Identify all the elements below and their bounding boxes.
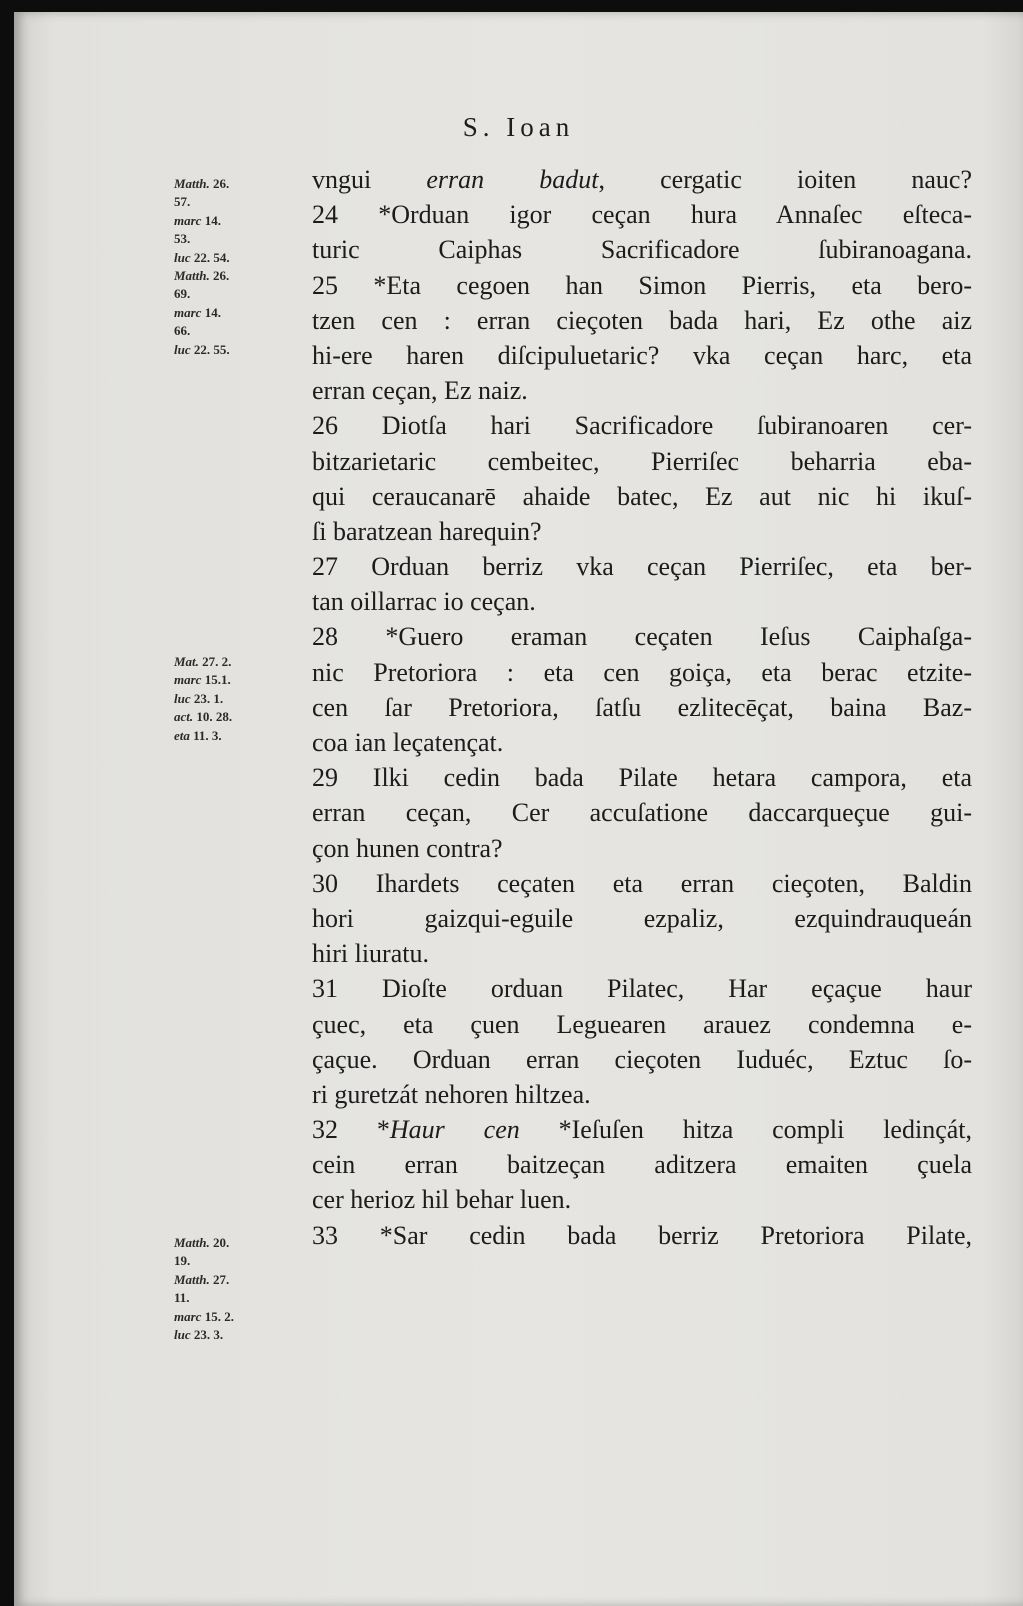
margin-reference: Matth. 26.: [174, 176, 230, 191]
text-line: çon hunen contra?: [312, 833, 503, 863]
text-line: ſi baratzean harequin?: [312, 516, 542, 546]
text-line: qui ceraucanarē ahaide batec, Ez aut nic hi ikuſ-: [312, 481, 972, 511]
margin-reference: marc 15. 2.: [174, 1308, 234, 1324]
text-line: hori gaizqui-eguile ezpaliz, ezquindrauqueán: [312, 903, 972, 933]
margin-reference: 11.: [174, 1290, 190, 1306]
margin-reference: 53.: [174, 231, 191, 247]
margin-reference: 57.: [174, 194, 191, 210]
margin-reference: marc 14.: [174, 212, 221, 228]
margin-reference: act. 10. 28.: [174, 709, 233, 725]
margin-reference: eta 11. 3.: [174, 727, 222, 743]
margin-reference: luc 22. 54.: [174, 249, 230, 265]
text-line: tan oillarrac io ceçan.: [312, 587, 536, 617]
text-line: bitzarietaric cembeitec, Pierriſec beharria eba-: [312, 446, 972, 476]
text-line: erran ceçan, Cer accuſatione daccarqueçue gui-: [312, 798, 972, 828]
margin-references-block-3: [174, 1234, 314, 1344]
margin-references-block-1: [174, 175, 314, 359]
margin-reference: Matth. 20.: [174, 1235, 230, 1250]
text-line: nic Pretoriora : eta cen goiça, eta berac etzite-: [312, 657, 972, 687]
margin-reference: marc 14.: [174, 304, 221, 320]
text-line: hi-ere haren diſcipuluetaric? vka ceçan harc, eta: [312, 340, 972, 370]
margin-reference: luc 23. 3.: [174, 1326, 224, 1342]
margin-reference: marc 15.1.: [174, 672, 231, 688]
margin-reference: 69.: [174, 286, 191, 302]
margin-reference: 19.: [174, 1253, 191, 1269]
text-line: coa ian leçatençat.: [312, 728, 504, 757]
text-line: cer herioz hil behar luen.: [312, 1185, 572, 1215]
margin-references-block-2: [174, 653, 314, 745]
body-text: [312, 162, 972, 1253]
text-line: 24 *Orduan igor ceçan hura Annaſec eſteca-: [312, 200, 972, 230]
text-line: cen ſar Pretoriora, ſatſu ezlitecēçat, baina Baz-: [312, 692, 972, 722]
text-line: 31 Dioſte orduan Pilatec, Har eçaçue haur: [312, 974, 972, 1004]
text-line: erran ceçan, Ez naiz.: [312, 376, 528, 406]
text-line: tzen cen : erran cieçoten bada hari, Ez othe aiz: [312, 305, 972, 335]
text-line: 30 Ihardets ceçaten eta erran cieçoten, Baldin: [312, 868, 972, 898]
text-line: 29 Ilki cedin bada Pilate hetara campora, eta: [312, 763, 972, 793]
text-line: 33 *Sar cedin bada berriz Pretoriora Pilate,: [312, 1220, 972, 1250]
text-line: çuec, eta çuen Leguearen arauez condemna e-: [312, 1009, 972, 1039]
text-line: vngui erran badut, cergatic ioiten nauc?: [312, 165, 972, 194]
text-line: hiri liuratu.: [312, 939, 429, 969]
text-line: 25 *Eta cegoen han Simon Pierris, eta bero-: [312, 270, 972, 300]
margin-reference: luc 22. 55.: [174, 341, 230, 357]
text-line: 26 Diotſa hari Sacrificadore ſubiranoaren cer-: [312, 411, 972, 441]
text-line: 32 *Haur cen *Ieſuſen hitza compli ledinçát,: [312, 1115, 972, 1145]
margin-reference: Mat. 27. 2.: [174, 654, 232, 669]
text-line: 28 *Guero eraman ceçaten Ieſus Caiphaſga-: [312, 622, 972, 652]
book-page: [14, 12, 1023, 1606]
running-header: S. Ioan: [462, 112, 575, 142]
text-line: cein erran baitzeçan aditzera emaiten çuela: [312, 1150, 972, 1180]
text-line: ri guretzát nehoren hiltzea.: [312, 1079, 591, 1109]
text-line: çaçue. Orduan erran cieçoten Iuduéc, Eztuc ſo-: [312, 1044, 972, 1074]
text-line: turic Caiphas Sacrificadore ſubiranoagana.: [312, 235, 972, 265]
text-line: 27 Orduan berriz vka ceçan Pierriſec, eta ber-: [312, 552, 972, 582]
margin-reference: 66.: [174, 323, 191, 339]
margin-reference: Matth. 27.: [174, 1271, 230, 1287]
margin-reference: luc 23. 1.: [174, 690, 224, 706]
margin-reference: Matth. 26.: [174, 267, 230, 283]
